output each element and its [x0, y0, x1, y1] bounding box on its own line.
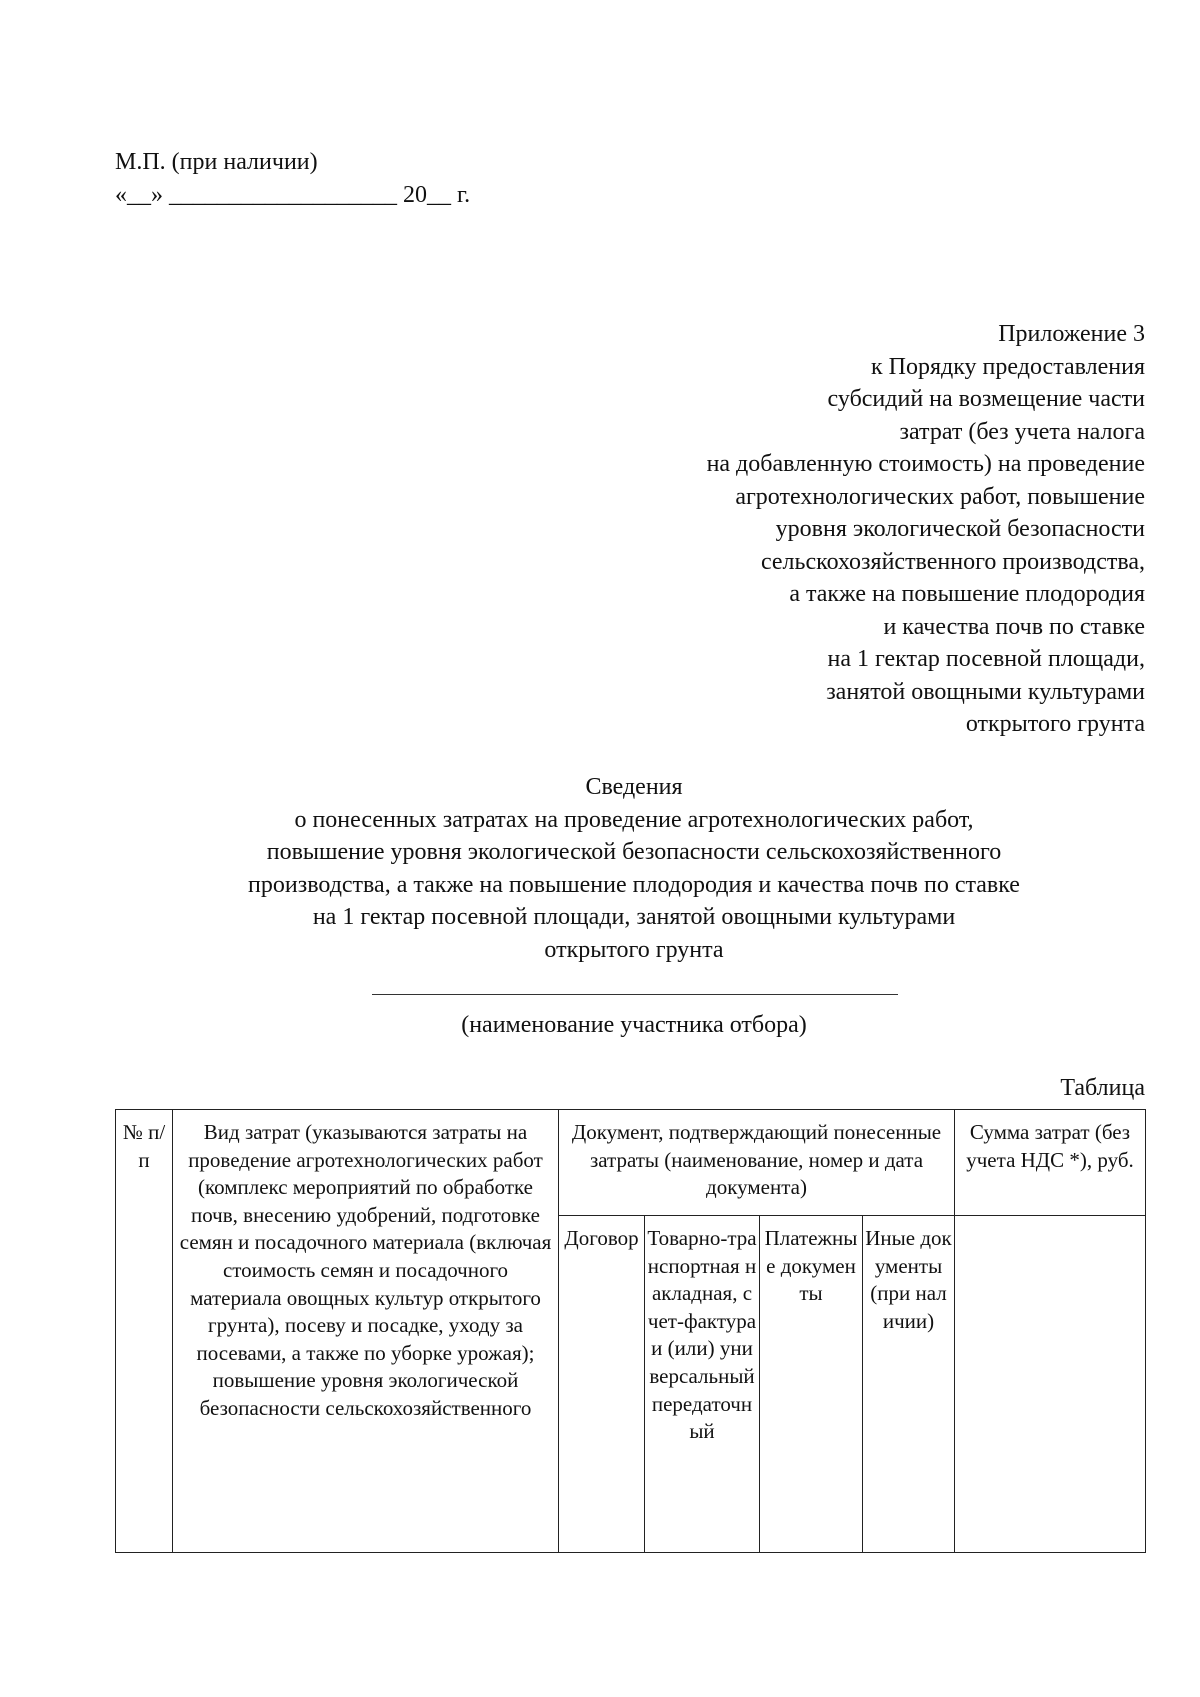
appendix-line: на добавленную стоимость) на проведение [706, 451, 1145, 477]
header-cost-type: Вид затрат (указываются затраты на проведение агротехнологических работ (комплекс мероприятий по обработке почв, внесению удобрений, подготовке семян и посадочного материала (включая стоимость семян и посадочного материала овощных культур открытого грунта), посеву и посадке, уходу за посевами, а также по уборке урожая); повышение уровня экологической безопасности сельскохозяйственного [173, 1110, 559, 1553]
appendix-line: уровня экологической безопасности [775, 516, 1145, 542]
title-line: о понесенных затратах на проведение агротехнологических работ, [294, 806, 974, 833]
title-line: на 1 гектар посевной площади, занятой овощными культурами [312, 904, 956, 930]
participant-name-line [372, 994, 898, 995]
appendix-line: затрат (без учета налога [899, 418, 1145, 445]
date-line: «__» ___________________ 20__ г. [115, 181, 471, 208]
appendix-line: сельскохозяйственного производства, [760, 548, 1145, 575]
appendix-block [707, 318, 1145, 741]
header-sum: Сумма затрат (без учета НДС *), руб. [955, 1110, 1146, 1216]
appendix-line: субсидий на возмещение части [827, 386, 1145, 412]
table-label: Таблица [1060, 1075, 1145, 1101]
header-doc-other: Иные документы (при наличии) [863, 1216, 955, 1553]
header-num: № п/п [116, 1110, 173, 1553]
header-doc-payment: Платежные документы [760, 1216, 863, 1553]
appendix-line: на 1 гектар посевной площади, [827, 646, 1145, 672]
appendix-line: открытого грунта [965, 711, 1145, 737]
sum-value-cell [955, 1216, 1146, 1553]
header-doc-waybill: Товарно-транспортная накладная, счет-фактура и (или) универсальный передаточный [645, 1216, 760, 1553]
appendix-line: занятой овощными культурами [826, 678, 1145, 705]
header-doc-contract: Договор [559, 1216, 645, 1553]
header-document-group: Документ, подтверждающий понесенные затраты (наименование, номер и дата документа) [559, 1110, 955, 1216]
title-line: повышение уровня экологической безопасности сельскохозяйственного [266, 839, 1002, 865]
document-heading: Сведения [585, 774, 683, 800]
title-line: производства, а также на повышение плодородия и качества почв по ставке [248, 871, 1020, 898]
title-line: открытого грунта [544, 936, 724, 963]
appendix-line: к Порядку предоставления [870, 353, 1145, 380]
appendix-line: а также на повышение плодородия [789, 581, 1145, 607]
appendix-line: и качества почв по ставке [883, 613, 1145, 640]
document-title-block [0, 771, 1200, 966]
participant-caption: (наименование участника отбора) [461, 1012, 807, 1038]
costs-table [115, 1109, 1146, 1553]
appendix-line: агротехнологических работ, повышение [735, 483, 1145, 510]
mp-label: М.П. (при наличии) [115, 149, 318, 175]
stamp-block [115, 146, 470, 211]
appendix-line: Приложение 3 [998, 321, 1145, 347]
